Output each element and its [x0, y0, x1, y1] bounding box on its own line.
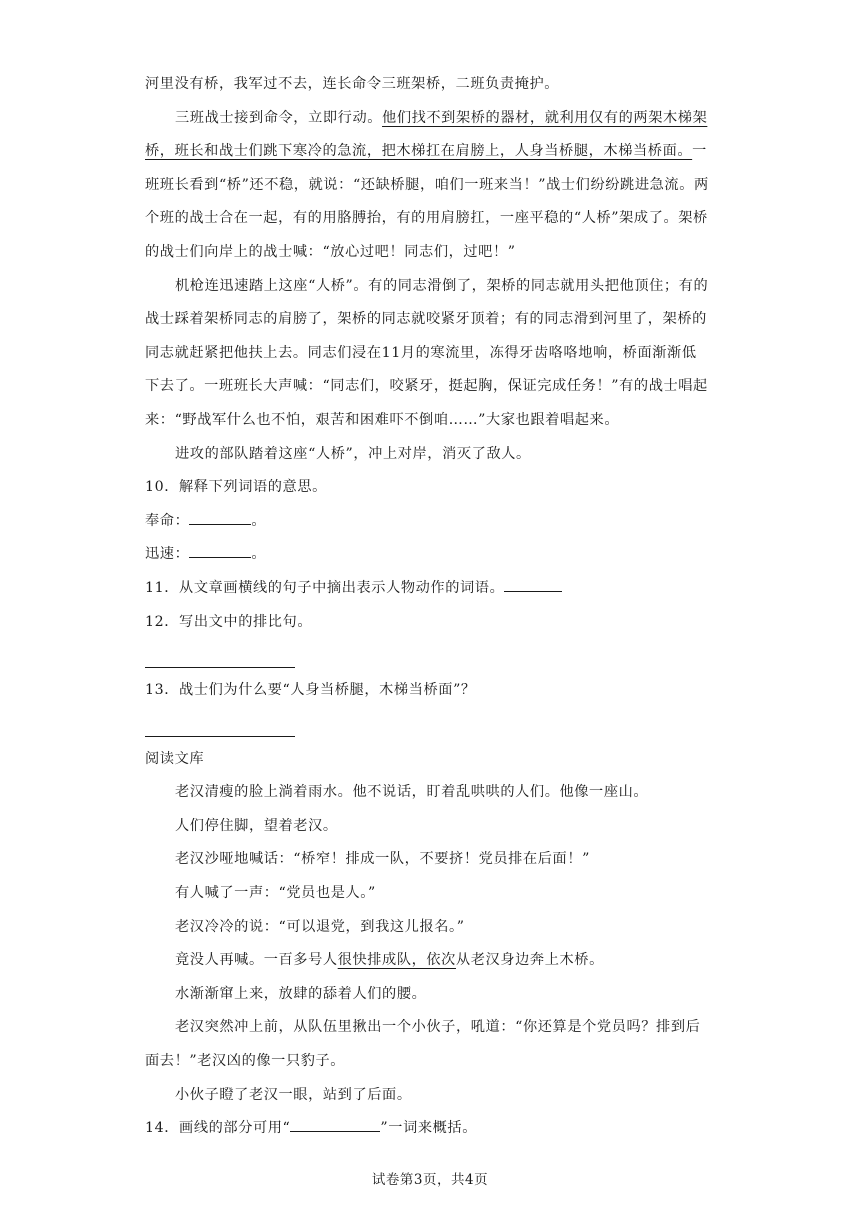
question-12: 12．写出文中的排比句。: [145, 613, 313, 630]
passage1-paragraph-2-line-1: 机枪连迅速踏上这座“人桥”。有的同志滑倒了，架桥的同志就用头把他顶住；有的: [175, 277, 709, 294]
answer-line-q13[interactable]: [145, 714, 295, 737]
passage1-paragraph-1-line-5: 的战士们向岸上的战士喊：“放心过吧！同志们，过吧！”: [145, 243, 516, 260]
exam-page: [145, 68, 720, 1146]
question-10: 10．解释下列词语的意思。: [145, 479, 327, 496]
passage2-line-2: 人们停住脚，望着老汉。: [175, 817, 338, 834]
passage2-line-3: 老汉沙哑地喊话：“桥窄！排成一队，不要挤！党员排在后面！”: [175, 851, 590, 868]
passage1-paragraph-2-line-3: 同志就赶紧把他扶上去。同志们浸在11月的寒流里，冻得牙齿咯咯地响，桥面渐渐低: [145, 344, 697, 361]
passage2-line-1: 老汉清瘦的脸上淌着雨水。他不说话，盯着乱哄哄的人们。他像一座山。: [175, 784, 649, 801]
period: 。: [251, 512, 267, 529]
term-label: 奉命：: [145, 512, 190, 529]
underlined-sentence: 他们找不到架桥的器材，就利用仅有的两架木梯架: [382, 109, 708, 126]
passage1-paragraph-2-line-2: 战士踩着架桥同志的肩膀了，架桥的同志就咬紧牙顶着；有的同志滑到河里了，架桥的: [145, 311, 707, 328]
passage2-line-8: 老汉突然冲上前，从队伍里揪出一个小伙子，吼道：“你还算是个党员吗？排到后: [175, 1019, 701, 1036]
passage2-line-9: 面去！”老汉凶的像一只豹子。: [145, 1053, 346, 1070]
passage2-line-7: 水渐渐窜上来，放肆的舔着人们的腰。: [175, 985, 427, 1002]
passage2-heading: 阅读文库: [145, 750, 205, 767]
passage2-line-10: 小伙子瞪了老汉一眼，站到了后面。: [175, 1086, 412, 1103]
term-label: 迅速：: [145, 546, 190, 563]
passage2-line-6: [145, 944, 720, 978]
passage2-line-5: 老汉冷冷的说：“可以退党，到我这儿报名。”: [175, 918, 465, 935]
answer-blank[interactable]: [189, 543, 251, 558]
question-11: [145, 572, 720, 606]
answer-blank[interactable]: [189, 510, 251, 525]
question-10-item-b: [145, 538, 720, 572]
passage1-paragraph-2-line-4: 下去了。一班班长大声喊：“同志们，咬紧牙，挺起胸，保证完成任务！”有的战士唱起: [145, 378, 708, 395]
passage1-paragraph-2-line-5: 来：“野战军什么也不怕，艰苦和困难吓不倒咱……”大家也跟着唱起来。: [145, 411, 620, 428]
question-14: [145, 1112, 720, 1146]
question-13: 13．战士们为什么要“人身当桥腿，木梯当桥面”？: [145, 682, 476, 699]
underlined-sentence: 桥，班长和战士们跳下寒冷的急流，把木梯扛在肩膀上，人身当桥腿，木梯当桥面。: [145, 143, 693, 160]
question-14-text-b: ”一词来概括。: [380, 1120, 478, 1137]
passage2-line-4: 有人喊了一声：“党员也是人。”: [175, 885, 376, 902]
answer-blank[interactable]: [290, 1117, 380, 1132]
answer-blank[interactable]: [504, 577, 562, 592]
passage1-text: 一: [692, 143, 707, 160]
passage2-text: 竟没人再喊。一百多号人: [175, 952, 338, 969]
passage1-paragraph-1-line-3: 班班长看到“桥”还不稳，就说：“还缺桥腿，咱们一班来当！”战士们纷纷跳进急流。两: [145, 176, 709, 193]
question-11-text: 11．从文章画横线的句子中摘出表示人物动作的词语。: [145, 579, 505, 596]
passage1-paragraph-1-line-1: [145, 102, 720, 136]
passage1-paragraph-3: 进攻的部队踏着这座“人桥”，冲上对岸，消灭了敌人。: [175, 445, 531, 462]
question-10-item-a: [145, 505, 720, 539]
answer-line-q12[interactable]: [145, 645, 295, 668]
passage1-text: 三班战士接到命令，立即行动。: [175, 109, 383, 126]
question-14-text-a: 14．画线的部分可用“: [145, 1120, 291, 1137]
passage1-paragraph-1-line-4: 个班的战士合在一起，有的用胳膊抬，有的用肩膀扛，一座平稳的“人桥”架成了。架桥: [145, 210, 708, 227]
passage1-paragraph-1-line-2: [145, 135, 720, 169]
underlined-phrase: 很快排成队，依次: [337, 952, 456, 969]
page-footer: 试卷第3页，共4页: [371, 1172, 489, 1188]
period: 。: [251, 546, 267, 563]
passage2-text: 从老汉身边奔上木桥。: [455, 952, 604, 969]
passage1-paragraph-0: 河里没有桥，我军过不去，连长命令三班架桥，二班负责掩护。: [145, 76, 560, 92]
